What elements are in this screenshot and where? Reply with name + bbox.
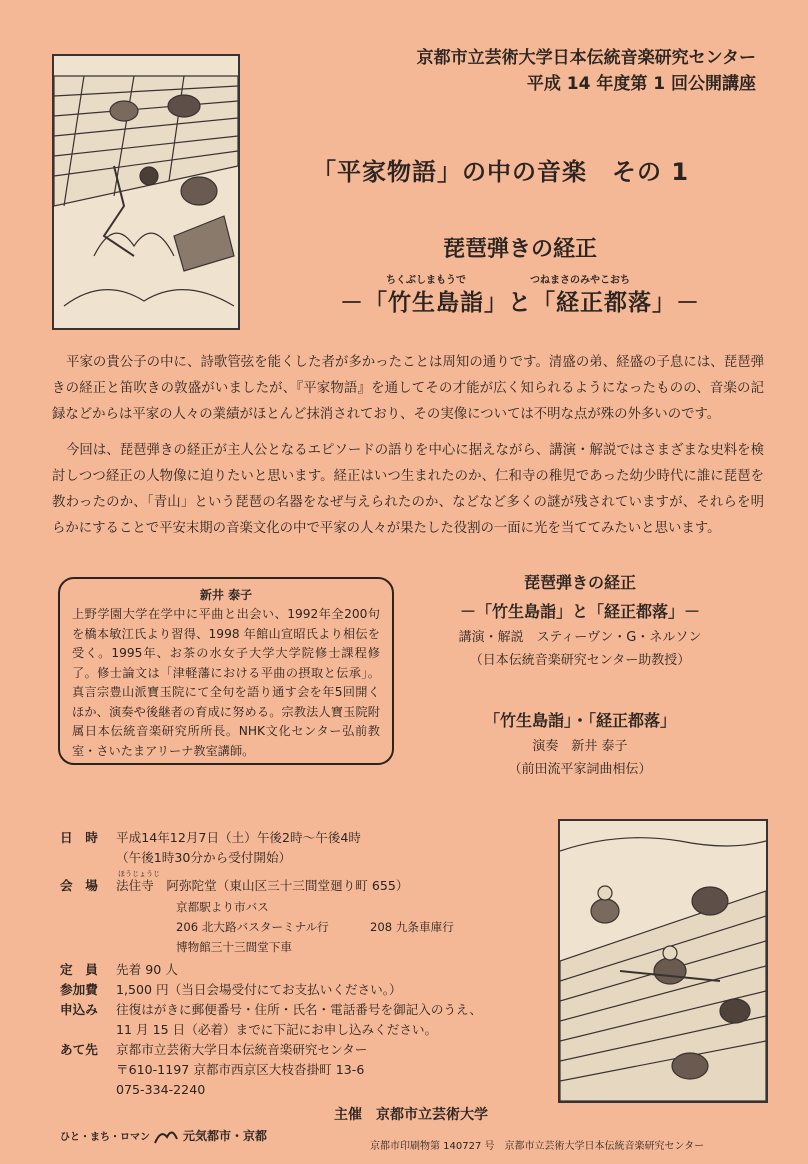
bio-text: 上野学園大学在学中に平曲と出会い、1992年全200句を橋本敏江氏より習得、1998 年館山宣昭氏より相伝を受く。1995年、お茶の水女子大学大学院修士課程修了。修士論文は「津軽藩における平曲の摂取と伝承」。真言宗豊山派寶玉院にて全句を語り通す会を年5回開くほか、演奏や後継者の育成に努める。宗教法人寶玉院附属日本伝統音楽研究所所長。NHK文化センター弘前教室・さいたまアリーナ教室講師。 (72, 607, 380, 758)
lecture-speaker: 講演・解説 スティーヴン・G・ネルソン (458, 630, 702, 645)
datetime-note: （午後1時30分から受付開始） (116, 850, 292, 865)
program-lecture (420, 570, 740, 668)
program-performance (420, 708, 740, 777)
venue-label: 会 場 (60, 878, 98, 893)
woodblock-print-court-scene (54, 56, 238, 328)
lecture-title: 琵琶弾きの経正 (523, 573, 636, 592)
bio-name: 新井 泰子 (199, 588, 253, 602)
logo-city-name: 元気都市・京都 (182, 1129, 267, 1143)
illustration-top-left (52, 54, 240, 330)
series-title: 「平家物語」の中の音楽 その 1 (312, 158, 690, 186)
performer-lineage: （前田流平家詞曲相伝） (508, 762, 652, 777)
title-ruby-row (340, 271, 700, 284)
event-series: 平成 14 年度第 1 回公開講座 (526, 74, 756, 94)
fee-label: 参加費 (60, 982, 98, 997)
intro-paragraph-1: 平家の貴公子の中に、詩歌管弦を能くした者が多かったことは周知の通りです。清盛の弟、経盛の子息には、琵琶弾きの経正と笛吹きの敦盛がいましたが、『平家物語』を通してその才能が広く知られるようになったものの、音楽の記録などからは平家の人々の業績がほとんど抹消されており、その実像については不明な点が殊の外多いのです。 (52, 355, 764, 422)
address-phone: 075-334-2240 (116, 1082, 206, 1097)
capacity-value: 先着 90 人 (116, 962, 178, 977)
lecture-affiliation: （日本伝統音楽研究センター助教授） (469, 653, 691, 668)
address-label: あて先 (60, 1042, 98, 1057)
sponsor: 主催 京都市立芸術大学 (334, 1107, 488, 1123)
address-postal: 〒610-1197 京都市西京区大枝沓掛町 13-6 (116, 1062, 365, 1077)
access-stop: 博物館三十三間堂下車 (176, 940, 292, 954)
organizer-header (417, 45, 756, 97)
fee-value: 1,500 円（当日会場受付にてお支払いください。） (116, 982, 402, 997)
address-name: 京都市立芸術大学日本伝統音楽研究センター (116, 1042, 368, 1057)
event-info (60, 828, 540, 1098)
venue-ruby: ほうじょうじ (118, 870, 160, 878)
venue-value: 法住寺 阿弥陀堂（東山区三十三間堂廻り町 655） (116, 878, 409, 893)
access-route-1: 206 北大路バスターミナル行 (176, 920, 329, 934)
access-title: 京都駅より市バス (176, 900, 269, 914)
performer-bio-box (58, 577, 394, 765)
logo-slogan: ひと・まち・ロマン (60, 1132, 150, 1143)
lecture-subtitle: －「竹生島詣」と「経正都落」－ (459, 602, 700, 621)
illustration-bottom-right (558, 819, 768, 1103)
city-logo (60, 1127, 267, 1145)
apply-line2: 11 月 15 日（必着）までに下記にお申し込みください。 (116, 1022, 438, 1037)
access-route-2: 208 九条車庫行 (370, 920, 454, 934)
city-logo-icon (153, 1129, 179, 1145)
woodblock-print-recital-scene (560, 821, 766, 1101)
main-title (340, 232, 700, 317)
apply-label: 申込み (60, 1002, 98, 1017)
organizer-name: 京都市立芸術大学日本伝統音楽研究センター (416, 48, 756, 68)
capacity-label: 定 員 (60, 962, 98, 977)
datetime-label: 日 時 (60, 830, 98, 845)
main-title-line1: 琵琶弾きの経正 (442, 237, 597, 262)
performance-title: 「竹生島詣」・「経正都落」 (483, 711, 676, 730)
datetime-value: 平成14年12月7日（土）午後2時～午後4時 (116, 830, 361, 845)
ruby-tsunemasa: つねまさのみやこおち (530, 275, 630, 286)
ruby-chikubushima: ちくぶしまもうで (386, 275, 466, 286)
performer-name: 演奏 新井 泰子 (532, 739, 628, 754)
main-title-line2: －「竹生島詣」と「経正都落」－ (340, 290, 700, 316)
intro-paragraph-2: 今回は、琵琶弾きの経正が主人公となるエピソードの語りを中心に据えながら、講演・解説ではさまざまな史料を検討しつつ経正の人物像に迫りたいと思います。経正はいつ生まれたのか、仁和寺の稚児であった幼少時代に誰に琵琶を教わったのか、「青山」という琵琶の名器をなぜ与えられたのか、などなど多くの謎が残されていますが、それらを明らかにすることで平安末期の音楽文化の中で平家の人々が果たした役割の一面に光を当ててみたいと思います。 (52, 443, 764, 536)
footer-print-number: 京都市印刷物第 140727 号 京都市立芸術大学日本伝統音楽研究センター (370, 1141, 705, 1152)
apply-line1: 往復はがきに郵便番号・住所・氏名・電話番号を御記入のうえ、 (116, 1002, 482, 1017)
